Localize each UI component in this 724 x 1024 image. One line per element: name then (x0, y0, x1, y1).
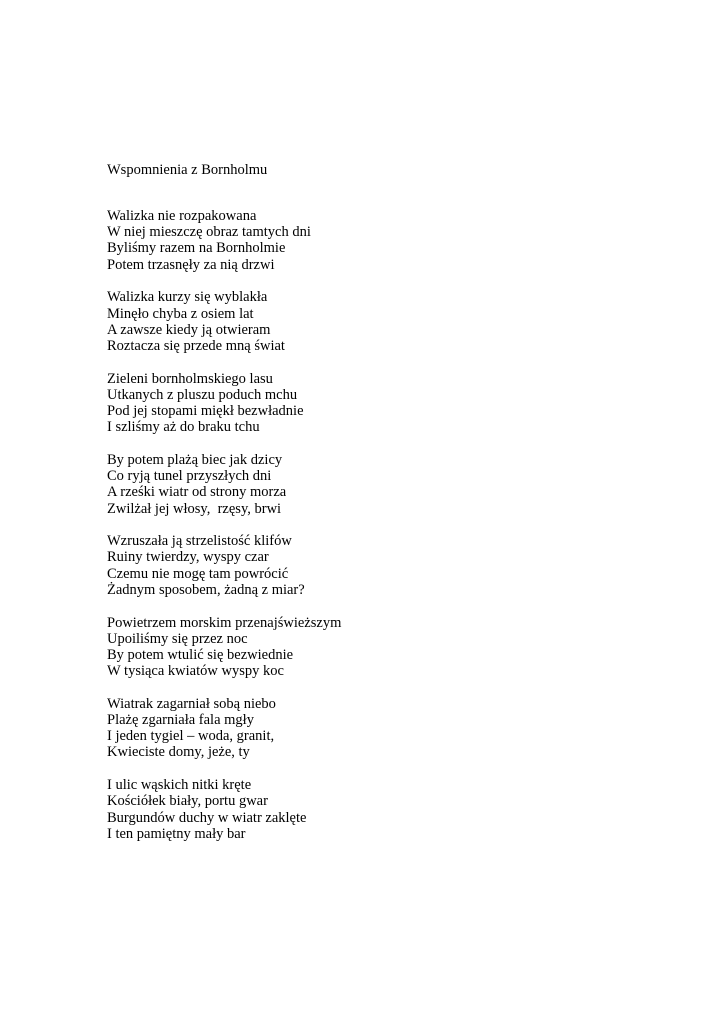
poem-line: By potem wtulić się bezwiednie (107, 646, 294, 663)
poem-line: Wiatrak zagarniał sobą niebo (107, 695, 276, 712)
poem-line: Powietrzem morskim przenajświeższym (107, 614, 342, 631)
poem-line: Potem trzasnęły za nią drzwi (107, 256, 275, 273)
poem-line: Zwilżał jej włosy, rzęsy, brwi (107, 500, 282, 517)
poem-line: Pod jej stopami miękł bezwładnie (107, 403, 304, 420)
poem-line: Co ryją tunel przyszłych dni (107, 468, 272, 485)
poem-stanza (107, 208, 667, 273)
poem-line: Upoiliśmy się przez noc (107, 630, 248, 647)
poem-line: Walizka kurzy się wyblakła (107, 289, 268, 306)
poem-line: Plażę zgarniała fala mgły (107, 712, 254, 729)
poem-line: Minęło chyba z osiem lat (107, 305, 254, 322)
poem-stanza (107, 777, 667, 842)
poem-line: Wzruszała ją strzelistość klifów (107, 533, 292, 550)
poem-stanza (107, 371, 667, 436)
poem-title: Wspomnienia z Bornholmu (107, 162, 268, 178)
poem-line: I ten pamiętny mały bar (107, 825, 246, 842)
poem-stanza (107, 696, 667, 761)
poem-line: W niej mieszczę obraz tamtych dni (107, 224, 311, 241)
poem-stanza (107, 615, 667, 680)
poem-stanza (107, 289, 667, 354)
poem-line: I szliśmy aż do braku tchu (107, 419, 260, 436)
poem-line: Kościółek biały, portu gwar (107, 793, 268, 810)
poem-line: I ulic wąskich nitki kręte (107, 777, 252, 794)
poem-line: I jeden tygiel – woda, granit, (107, 728, 275, 745)
poem-stanza (107, 533, 667, 598)
poem-line: Roztacza się przede mną świat (107, 337, 285, 354)
poem-line: Byliśmy razem na Bornholmie (107, 240, 286, 257)
poem-line: Kwieciste domy, jeże, ty (107, 744, 250, 761)
poem-line: Żadnym sposobem, żadną z miar? (107, 581, 305, 598)
poem-line: Burgundów duchy w wiatr zaklęte (107, 809, 307, 826)
poem-line: W tysiąca kwiatów wyspy koc (107, 663, 284, 680)
poem-line: Czemu nie mogę tam powrócić (107, 565, 289, 582)
poem-line: Utkanych z pluszu poduch mchu (107, 386, 298, 403)
poem-line: A rześki wiatr od strony morza (107, 484, 287, 501)
poem-line: A zawsze kiedy ją otwieram (107, 321, 271, 338)
poem-line: Zieleni bornholmskiego lasu (107, 370, 273, 387)
poem-line: By potem plażą biec jak dzicy (107, 451, 283, 468)
poem-body (107, 208, 667, 859)
poem-line: Ruiny twierdzy, wyspy czar (107, 549, 269, 566)
poem-stanza (107, 452, 667, 517)
poem-line: Walizka nie rozpakowana (107, 208, 257, 224)
